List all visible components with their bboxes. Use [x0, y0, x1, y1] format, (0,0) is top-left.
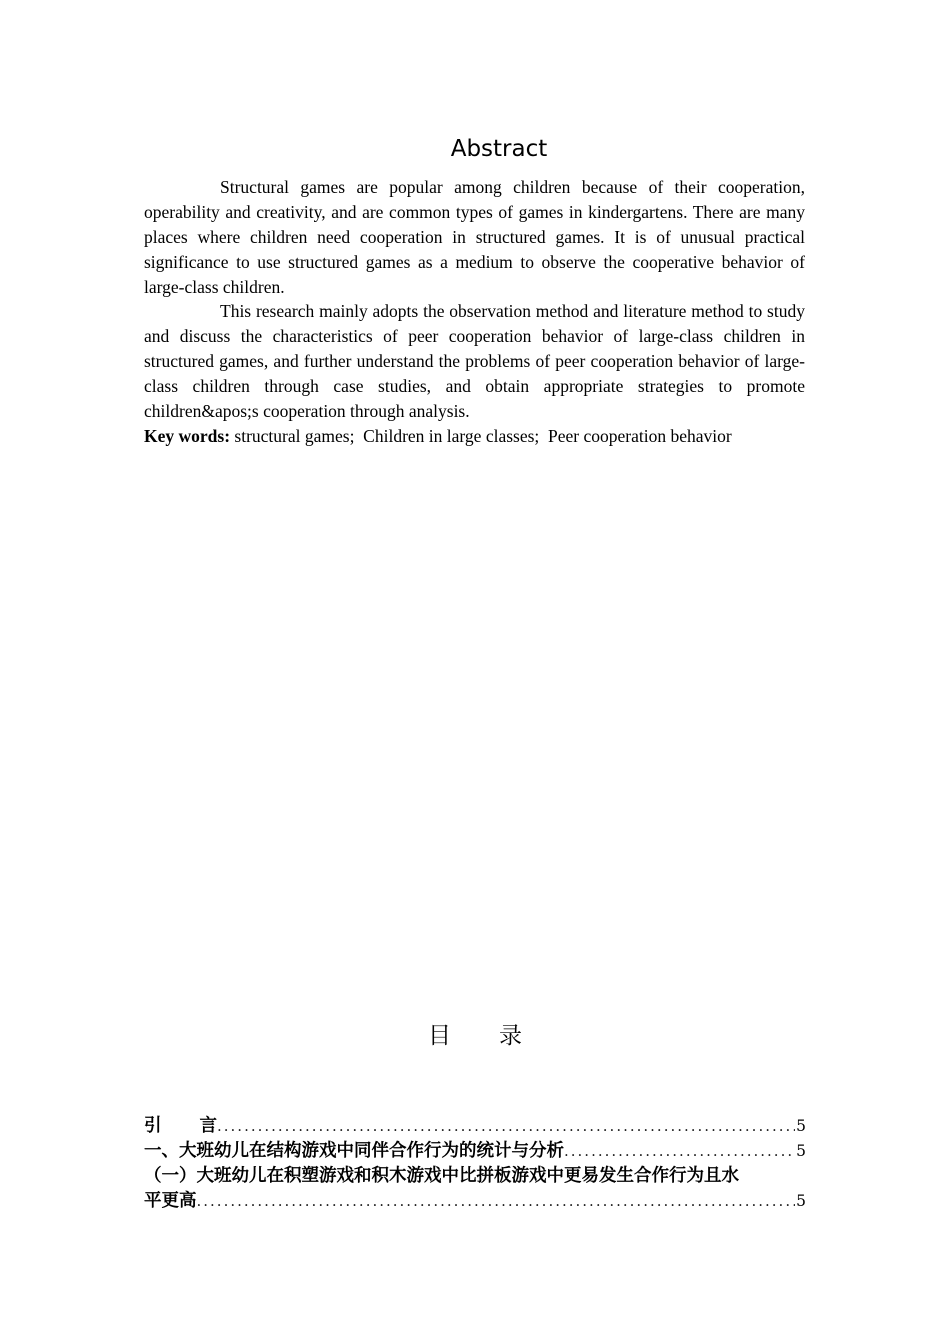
keywords-text: structural games; Children in large classes; Peer cooperation behavior: [230, 426, 732, 446]
toc-entry-label-line1: （一）大班幼儿在积塑游戏和积木游戏中比拼板游戏中更易发生合作行为且水: [144, 1166, 739, 1186]
abstract-paragraph-1: Structural games are popular among children because of their cooperation, operability and creativity, and are common types of games in kindergartens. There are many places where children need cooperation in structured games. It is of unusual practical significance to use structured games as a medium to observe the cooperative behavior of large-class children.: [144, 177, 805, 297]
toc-entry-label-line2: 平更高: [144, 1191, 197, 1211]
keywords-label: Key words:: [144, 426, 231, 446]
abstract-title: Abstract: [450, 136, 548, 162]
toc-title-right: 录: [499, 1023, 522, 1049]
toc-page-number: 5: [796, 1192, 806, 1210]
toc-entry-introduction[interactable]: [144, 1114, 806, 1139]
toc-leader-dots: [197, 1189, 796, 1214]
toc-entry-subsection-1[interactable]: [144, 1164, 806, 1214]
toc-leader-dots: [217, 1114, 795, 1139]
toc-title-left: 目: [428, 1023, 451, 1049]
abstract-paragraph-2: This research mainly adopts the observation method and literature method to study and discuss the characteristics of peer cooperation behavior of large-class children in structured games, and further understand the problems of peer cooperation behavior of large-class children through case studies, and obtain appropriate strategies to promote children&apos;s cooperation through analysis.: [144, 301, 805, 421]
toc-entry-label: 引 言: [144, 1116, 217, 1136]
toc-entry-section-1[interactable]: [144, 1139, 806, 1164]
toc-page-number: 5: [796, 1142, 806, 1160]
toc-entry-label: 一、大班幼儿在结构游戏中同伴合作行为的统计与分析: [144, 1141, 564, 1161]
toc-leader-dots: [564, 1139, 795, 1164]
toc-title: [0, 1020, 950, 1052]
toc-page-number: 5: [796, 1117, 806, 1135]
keywords-line: [144, 424, 844, 449]
